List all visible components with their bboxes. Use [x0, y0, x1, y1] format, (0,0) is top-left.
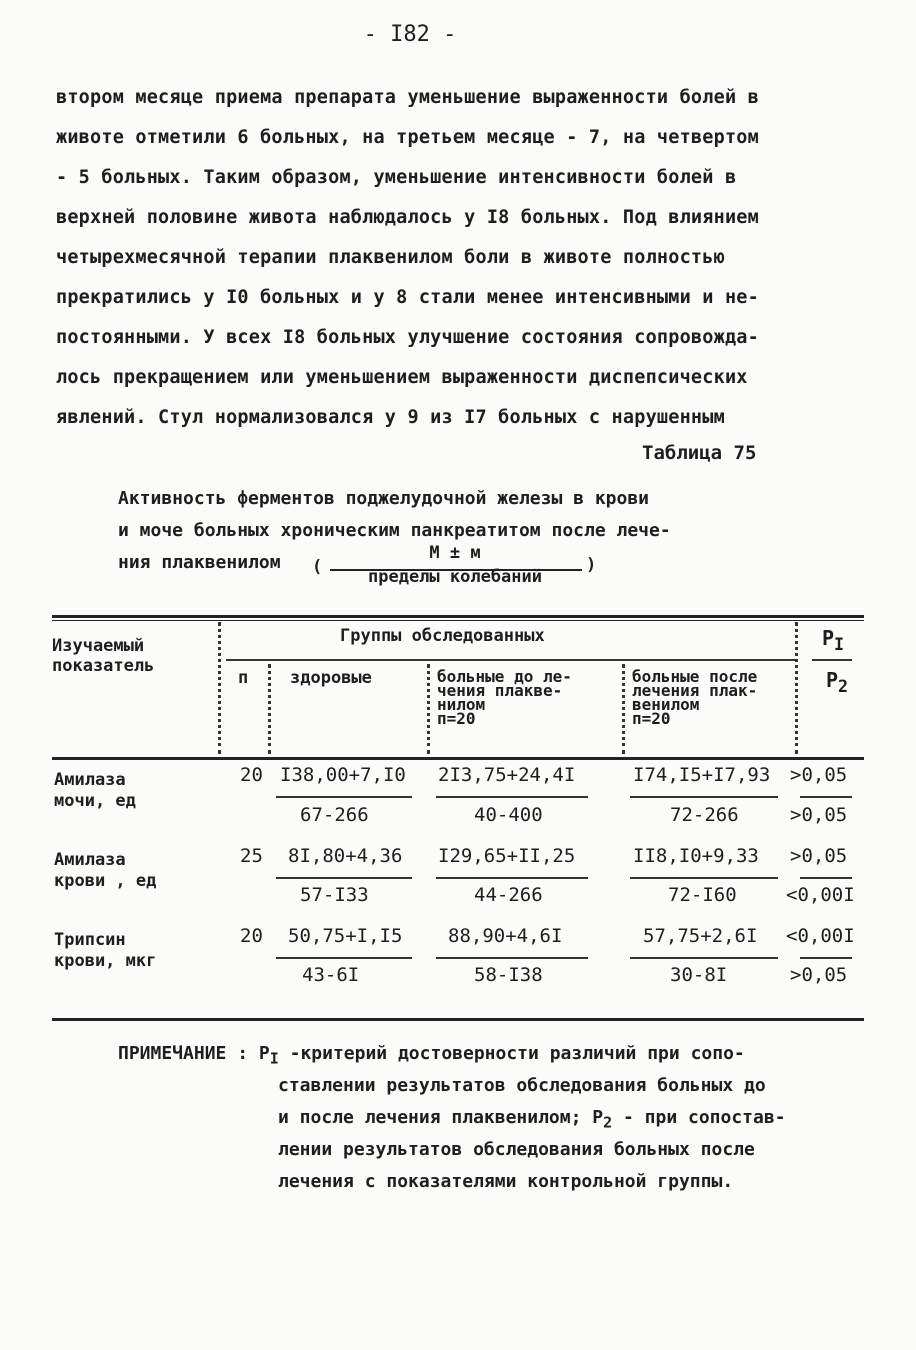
cell-fraction-bar: [436, 877, 588, 879]
header-n: п: [238, 668, 249, 688]
note-line: и после лечения плаквенилом; $Р_2$ - при сопостав-: [278, 1107, 786, 1132]
column-divider: [268, 664, 271, 754]
body-line: верхней половине живота наблюдалось у I8 больных. Под влиянием: [56, 207, 759, 228]
p-fraction-bar: [812, 659, 852, 661]
cell-after-mean: 57,75+2,6I: [643, 925, 758, 947]
column-divider: [218, 622, 221, 754]
note-line: ПРИМЕЧАНИЕ : $Р_I$ -критерий достоверности различий при сопо-: [118, 1043, 745, 1068]
table-bottom-rule: [52, 1018, 864, 1021]
cell-after-range: 30-8I: [670, 964, 728, 986]
body-line: явлений. Стул нормализовался у 9 из I7 больных с нарушенным: [56, 407, 725, 428]
note-label: ПРИМЕЧАНИЕ :: [118, 1043, 249, 1064]
header-p2: $Р_2$: [826, 668, 849, 696]
cell-healthy-mean: I38,00+7,I0: [280, 764, 406, 786]
cell-n: 20: [240, 764, 263, 786]
cell-fraction-bar: [630, 957, 778, 959]
caption-line: ния плаквенилом: [118, 552, 281, 573]
body-line: постоянными. У всех I8 больных улучшение состояния сопровожда-: [56, 327, 759, 348]
cell-before-range: 40-400: [474, 804, 543, 826]
cell-fraction-bar: [800, 877, 852, 879]
cell-fraction-bar: [276, 796, 412, 798]
body-line: - 5 больных. Таким образом, уменьшение интенсивности болей в: [56, 167, 737, 188]
column-divider: [427, 664, 430, 754]
cell-after-mean: II8,I0+9,33: [633, 845, 759, 867]
table-note: [118, 1038, 858, 1198]
note-line: лечения с показателями контрольной группы.: [278, 1171, 734, 1192]
group-underline: [226, 659, 796, 661]
cell-fraction-bar: [276, 957, 412, 959]
header-p1: $Р_I$: [822, 626, 845, 654]
note-line: ставлении результатов обследования больных до: [278, 1075, 766, 1096]
cell-before-mean: I29,65+II,25: [438, 845, 576, 867]
cell-fraction-bar: [630, 796, 778, 798]
cell-n: 20: [240, 925, 263, 947]
header-healthy: здоровые: [290, 668, 372, 688]
cell-healthy-range: 67-266: [300, 804, 369, 826]
fraction-close-paren: ): [586, 555, 597, 575]
cell-p1: >0,05: [790, 845, 848, 867]
table-top-rule: [52, 615, 864, 618]
cell-fraction-bar: [436, 796, 588, 798]
cell-p1: <0,00I: [786, 925, 855, 947]
header-before: больные до ле- чения плакве- нилом п=20: [437, 667, 572, 728]
header-after: больные после лечения плак- венилом п=20: [632, 667, 758, 728]
cell-healthy-range: 57-I33: [300, 884, 369, 906]
cell-before-mean: 2I3,75+24,4I: [438, 764, 576, 786]
cell-before-range: 44-266: [474, 884, 543, 906]
column-divider: [622, 664, 625, 754]
column-divider: [795, 622, 798, 754]
cell-before-mean: 88,90+4,6I: [448, 925, 563, 947]
body-line: лось прекращением или уменьшением выраженности диспепсических: [56, 367, 748, 388]
cell-before-range: 58-I38: [474, 964, 543, 986]
caption-line: Активность ферментов поджелудочной железы в крови: [118, 488, 650, 509]
cell-healthy-range: 43-6I: [302, 964, 360, 986]
cell-p2: <0,00I: [786, 884, 855, 906]
note-line: лении результатов обследования больных после: [278, 1139, 755, 1160]
table-number: Таблица 75: [642, 442, 757, 464]
cell-fraction-bar: [276, 877, 412, 879]
cell-n: 25: [240, 845, 263, 867]
body-line: втором месяце приема препарата уменьшение выраженности болей в: [56, 87, 759, 108]
body-line: животе отметили 6 больных, на третьем месяце - 7, на четвертом: [56, 127, 759, 148]
page-number: - I82 -: [363, 22, 457, 47]
cell-fraction-bar: [800, 796, 852, 798]
body-line: четырехмесячной терапии плаквенилом боли в животе полностью: [56, 247, 725, 268]
cell-after-mean: I74,I5+I7,93: [633, 764, 771, 786]
cell-p2: >0,05: [790, 804, 848, 826]
cell-after-range: 72-266: [670, 804, 739, 826]
table-header-rule: [52, 757, 864, 760]
fraction-numerator: М ± м: [429, 543, 481, 563]
fraction-open-paren: (: [312, 557, 323, 577]
fraction-denominator: пределы колебаний: [368, 567, 542, 587]
row-label: Амилаза мочи, ед: [54, 770, 136, 811]
caption-line: и моче больных хроническим панкреатитом после лече-: [118, 520, 671, 541]
cell-healthy-mean: 50,75+I,I5: [288, 925, 403, 947]
header-groups: Группы обследованных: [340, 626, 545, 646]
row-label: Трипсин крови, мкг: [54, 930, 157, 971]
cell-p2: >0,05: [790, 964, 848, 986]
cell-p1: >0,05: [790, 764, 848, 786]
cell-healthy-mean: 8I,80+4,36: [288, 845, 403, 867]
cell-fraction-bar: [630, 877, 778, 879]
cell-after-range: 72-I60: [668, 884, 737, 906]
row-label: Амилаза крови , ед: [54, 850, 157, 891]
body-line: прекратились у I0 больных и у 8 стали менее интенсивными и не-: [56, 287, 759, 308]
cell-fraction-bar: [436, 957, 588, 959]
cell-fraction-bar: [800, 957, 852, 959]
table-top-rule-thin: [52, 620, 864, 621]
header-indicator: Изучаемый показатель: [52, 636, 155, 676]
